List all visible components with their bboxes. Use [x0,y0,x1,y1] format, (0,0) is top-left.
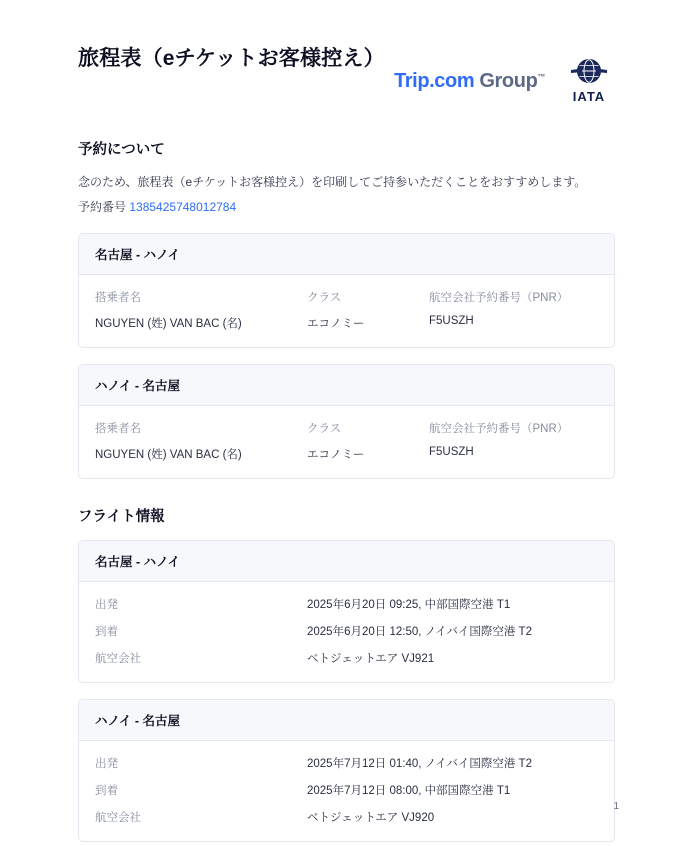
flight-card [78,540,615,683]
flight-detail-row [95,782,598,798]
booking-section-heading: 予約について [78,142,165,158]
passenger-name-value: NGUYEN (姓) VAN BAC (名) [95,449,242,462]
tripcom-group-logo [394,70,545,93]
flight-card-route: ハノイ - 名古屋 [79,700,614,741]
class-value: エコノミー [307,318,365,331]
page-number: 1 [613,801,619,812]
flight-card-route: 名古屋 - ハノイ [79,541,614,582]
booking-number-value[interactable]: 1385425748012784 [129,200,237,215]
flight-detail-row [95,650,598,666]
passenger-card-route: 名古屋 - ハノイ [79,234,614,275]
flight-detail-row [95,623,598,639]
arrival-value: 2025年7月12日 08:00, 中部国際空港 T1 [307,785,511,798]
departure-label: 出発 [95,599,118,612]
passenger-card [78,364,615,479]
group-wordmark: Group [479,69,538,92]
passenger-detail-grid [95,289,598,331]
passenger-name-value: NGUYEN (姓) VAN BAC (名) [95,318,242,331]
pnr-label: 航空会社予約番号（PNR） [429,423,569,436]
passenger-card-route: ハノイ - 名古屋 [79,365,614,406]
class-value: エコノミー [307,449,365,462]
airline-label: 航空会社 [95,653,141,666]
departure-value: 2025年6月20日 09:25, 中部国際空港 T1 [307,599,511,612]
iata-globe-icon [569,58,609,88]
arrival-value: 2025年6月20日 12:50, ノイバイ国際空港 T2 [307,626,532,639]
flight-card [78,699,615,842]
passenger-card [78,233,615,348]
booking-number-line [78,198,615,215]
pnr-label: 航空会社予約番号（PNR） [429,292,569,305]
passenger-name-label: 搭乗者名 [95,423,141,436]
brand-logos [394,44,615,104]
page-title: 旅程表（eチケットお客様控え） [78,47,385,70]
booking-number-label: 予約番号 [78,200,127,215]
passenger-name-label: 搭乗者名 [95,292,141,305]
flight-detail-row [95,809,598,825]
pnr-value: F5USZH [429,446,474,459]
booking-note: 念のため、旅程表（eチケットお客様控え）を印刷してご持参いただくことをおすすめします。 [78,175,587,189]
airline-value: ベトジェットエア VJ920 [307,812,435,825]
departure-value: 2025年7月12日 01:40, ノイバイ国際空港 T2 [307,758,532,771]
class-label: クラス [307,423,342,436]
flight-detail-row [95,596,598,612]
flight-detail-row [95,755,598,771]
class-label: クラス [307,292,342,305]
passenger-detail-grid [95,420,598,462]
tripcom-wordmark: Trip.com [394,69,475,92]
document-header [78,44,615,104]
airline-value: ベトジェットエア VJ921 [307,653,435,666]
iata-logo [563,58,615,104]
arrival-label: 到着 [95,785,118,798]
trademark-mark: ™ [537,71,545,81]
flight-section-heading: フライト情報 [78,509,165,526]
arrival-label: 到着 [95,626,118,639]
pnr-value: F5USZH [429,315,474,328]
departure-label: 出発 [95,758,118,771]
iata-label: IATA [572,89,606,104]
airline-label: 航空会社 [95,812,141,825]
